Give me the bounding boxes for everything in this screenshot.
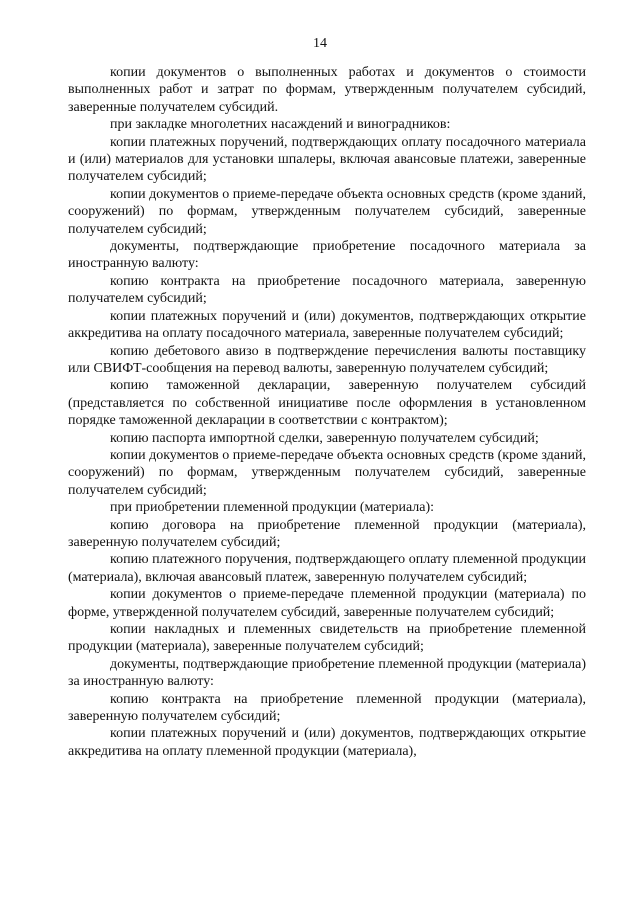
paragraph: копию паспорта импортной сделки, заверенную получателем субсидий; (110, 430, 539, 446)
paragraph: копии документов о выполненных работах и документов о стоимости выполненных работ и затрат по формам, утвержденным получателем субсидий, заверенные получателем субсидий. (68, 65, 586, 115)
paragraph: при закладке многолетних насаждений и виноградников: (110, 117, 451, 133)
paragraph: копию контракта на приобретение племенной продукции (материала), заверенную получателем субсидий; (68, 691, 586, 725)
paragraph: копию дебетового авизо в подтверждение перечисления валюты поставщику или СВИФТ-сообщения на перевод валюты, заверенную получателем субсидий; (68, 343, 586, 376)
paragraph: копии документов о приеме-передаче объекта основных средств (кроме зданий, сооружений) по формам, утвержденным получателем субсидий, заверенные получателем субсидий; (68, 186, 586, 237)
paragraph: копии документов о приеме-передаче объекта основных средств (кроме зданий, сооружений) по формам, утвержденным получателем субсидий, заверенные получателем субсидий; (68, 447, 586, 498)
page-number: 14 (313, 36, 327, 51)
paragraph: копию таможенной декларации, заверенную получателем субсидий (представляется по собственной инициативе после оформления в установленном порядке таможенной декларации в соответствии с контрактом); (68, 378, 586, 429)
paragraph: документы, подтверждающие приобретение племенной продукции (материала) за иностранную валюту: (68, 656, 586, 690)
paragraph: копии платежных поручений и (или) документов, подтверждающих открытие аккредитива на оплату посадочного материала, заверенные получателем субсидий; (68, 308, 586, 342)
paragraph: при приобретении племенной продукции (материала): (110, 500, 435, 516)
paragraph: копии накладных и племенных свидетельств на приобретение племенной продукции (материала), заверенные получателем субсидий; (68, 622, 586, 655)
paragraph: копию контракта на приобретение посадочного материала, заверенную получателем субсидий; (68, 273, 586, 307)
paragraph: копию платежного поручения, подтверждающего оплату племенной продукции (материала), включая авансовый платеж, заверенную получателем субсидий; (68, 552, 586, 585)
paragraph: копии документов о приеме-передаче племенной продукции (материала) по форме, утвержденной получателем субсидий, заверенные получателем субсидий; (68, 587, 586, 620)
paragraph: копии платежных поручений, подтверждающих оплату посадочного материала и (или) материалов для установки шпалеры, включая авансовые платежи, заверенные получателем субсидий; (68, 134, 586, 185)
paragraph: копии платежных поручений и (или) документов, подтверждающих открытие аккредитива на оплату племенной продукции (материала), (68, 726, 586, 759)
paragraph: документы, подтверждающие приобретение посадочного материала за иностранную валюту: (68, 239, 586, 272)
paragraph: копию договора на приобретение племенной продукции (материала), заверенную получателем субсидий; (68, 517, 586, 550)
document-body (68, 64, 586, 760)
